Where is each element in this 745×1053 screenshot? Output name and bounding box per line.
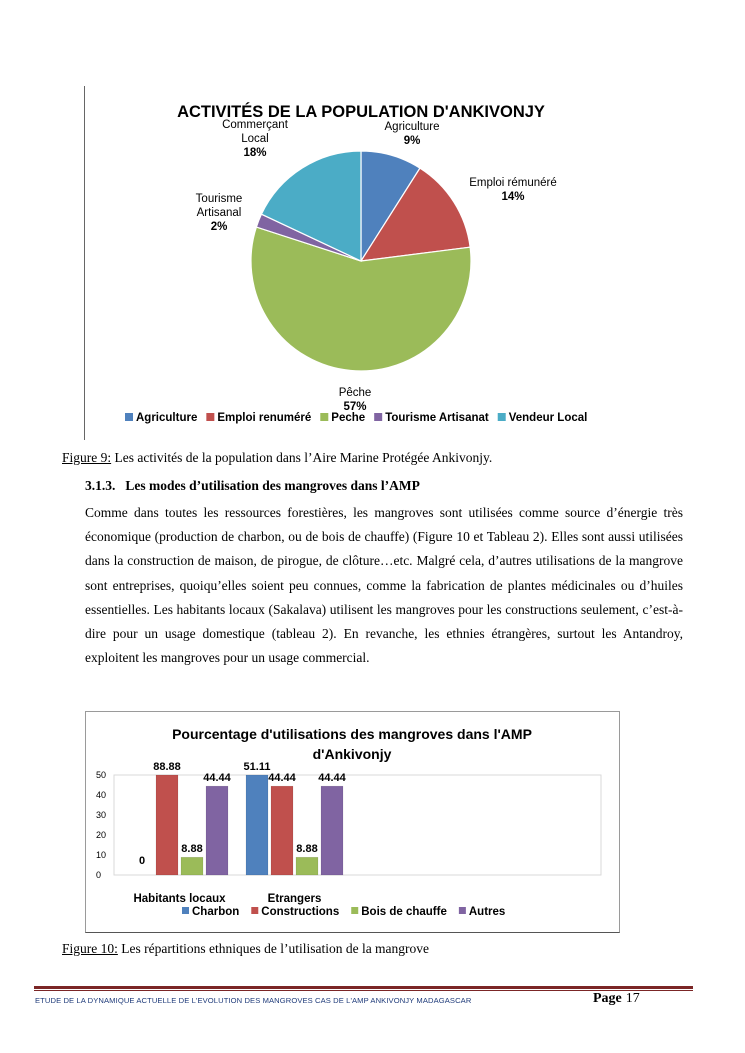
x-category-label: Etrangers	[267, 893, 322, 905]
pie-legend-swatch-emploi	[206, 413, 214, 421]
page-label: Page	[593, 991, 622, 1006]
pie-label-emploi: Emploi rémunéré 14%	[469, 177, 557, 203]
bar-chart-svg	[86, 712, 619, 932]
y-tick-label: 10	[96, 850, 107, 860]
bar-data-label-bois-de-chauffe: 8.88	[296, 843, 318, 856]
pie-legend-label-tourisme: Tourisme Artisanat	[385, 412, 489, 424]
figure-10-caption	[62, 941, 429, 957]
pie-label-commercant: Commerçant Local 18%	[222, 119, 288, 159]
pie-legend-swatch-peche	[320, 413, 328, 421]
bar-legend-label-charbon: Charbon	[192, 906, 240, 918]
pie-legend-label-emploi: Emploi renuméré	[217, 412, 312, 424]
section-heading	[85, 478, 420, 494]
bar-data-label-charbon: 51.11	[243, 761, 271, 773]
bar-bois-de-chauffe-etrangers	[296, 857, 318, 875]
pie-legend-swatch-tourisme	[374, 413, 382, 421]
figure-10-bar-chart	[85, 711, 620, 933]
bar-chart-title-line-2: d'Ankivonjy	[312, 746, 392, 762]
bar-constructions-etrangers	[271, 786, 293, 875]
y-tick-label: 30	[96, 810, 107, 820]
figure-10-caption-text: Les répartitions ethniques de l’utilisation de la mangrove	[117, 941, 430, 956]
bar-legend-swatch-charbon	[182, 907, 189, 914]
bar-legend-label-constructions: Constructions	[261, 906, 340, 918]
pie-label-peche: Pêche 57%	[338, 387, 372, 413]
pie-legend-label-commercant: Vendeur Local	[508, 412, 588, 424]
bar-data-label-constructions: 44.44	[268, 772, 296, 785]
bar-charbon-etrangers	[246, 775, 268, 875]
page-number-value: 17	[625, 991, 640, 1006]
bar-legend-label-bois-de-chauffe: Bois de chauffe	[361, 906, 447, 918]
section-number: 3.1.3.	[85, 478, 116, 493]
bar-autres-habitants-locaux	[206, 786, 228, 875]
bar-chart-title-line-1: Pourcentage d'utilisations des mangroves dans l'AMP	[172, 726, 532, 742]
figure-9-caption-text: Les activités de la population dans l’Aire Marine Protégée Ankivonjy.	[111, 450, 493, 465]
pie-chart-title: ACTIVITÉS DE LA POPULATION D'ANKIVONJY	[177, 103, 545, 121]
bar-legend-swatch-bois-de-chauffe	[351, 907, 358, 914]
y-tick-label: 40	[96, 790, 107, 800]
bar-data-label-charbon: 0	[138, 855, 146, 867]
pie-chart-svg	[85, 86, 638, 440]
pie-label-tourisme: Tourisme Artisanal 2%	[195, 193, 243, 233]
bar-data-label-autres: 44.44	[318, 772, 346, 785]
figure-9-caption	[62, 450, 492, 466]
figure-9-pie-chart	[84, 86, 638, 440]
bar-data-label-constructions: 88.88	[153, 761, 181, 773]
section-title: Les modes d’utilisation des mangroves dans l’AMP	[125, 478, 420, 493]
page-number	[593, 991, 640, 1007]
figure-9-ref: Figure 9:	[62, 450, 112, 465]
y-tick-label: 50	[96, 770, 107, 780]
bar-legend-swatch-autres	[459, 907, 466, 914]
x-category-label: Habitants locaux	[133, 893, 226, 905]
figure-10-ref: Figure 10:	[62, 941, 118, 956]
bar-legend-label-autres: Autres	[468, 906, 506, 918]
bar-bois-de-chauffe-habitants-locaux	[181, 857, 203, 875]
bar-autres-etrangers	[321, 786, 343, 875]
pie-legend-label-agriculture: Agriculture	[136, 412, 198, 424]
body-paragraph: Comme dans toutes les ressources forestières, les mangroves sont utilisées comme source d’énergie très économique (production de charbon, ou de bois de chauffe) (Figure 10 et Tableau 2). Elles sont aussi utilisées dans la construction de maison, de pirogue, de clôture…etc. Malgré cela, d’autres utilisations de la mangrove sont entreprises, quoiqu’elles soient peu connues, comme la fabrication de plantes médicinales ou d’huiles essentielles. Les habitants locaux (Sakalava) utilisent les mangroves pour les constructions seulement, c’est-à-dire pour un usage domestique (tableau 2). En revanche, les ethnies étrangères, surtout les Antandroy, exploitent les mangroves pour un usage commercial.	[85, 505, 683, 666]
pie-legend-swatch-agriculture	[125, 413, 133, 421]
y-tick-label: 0	[96, 870, 102, 880]
bar-data-label-autres: 44.44	[203, 772, 231, 785]
bar-data-label-bois-de-chauffe: 8.88	[181, 843, 203, 856]
pie-legend-swatch-commercant	[498, 413, 506, 421]
bar-legend-swatch-constructions	[251, 907, 258, 914]
footer-rule-thick	[34, 986, 693, 989]
pie-label-agriculture: Agriculture 9%	[384, 121, 440, 147]
y-tick-label: 20	[96, 830, 107, 840]
pie-legend-label-peche: Peche	[331, 412, 366, 424]
bar-constructions-habitants-locaux	[156, 775, 178, 875]
footer-title: ETUDE DE LA DYNAMIQUE ACTUELLE DE L'EVOLUTION DES MANGROVES CAS DE L'AMP ANKIVONJY MADAGASCAR	[35, 996, 472, 1005]
